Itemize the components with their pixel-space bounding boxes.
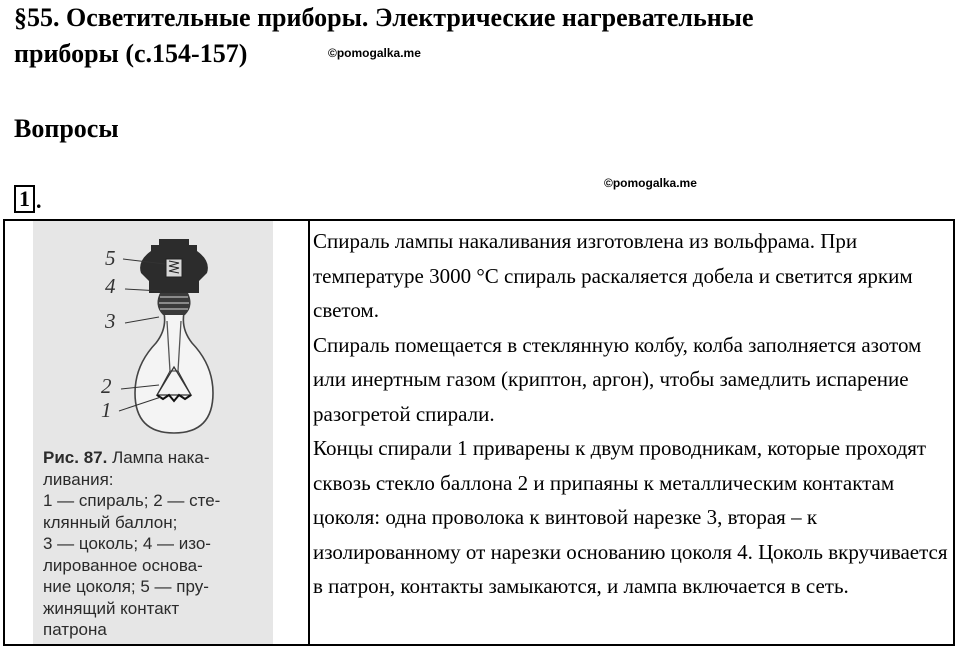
- caption-line: 3 — цоколь; 4 — изо-: [43, 534, 211, 553]
- glass-bulb-shape: [135, 313, 213, 433]
- table-divider: [308, 221, 310, 644]
- answer-paragraph-1: Спираль лампы накаливания изготовлена из вольфрама. При температуре 3000 °С спираль раскаляется добела и светится ярким светом.: [313, 229, 913, 322]
- callout-2: 2: [101, 374, 112, 398]
- answer-text: [313, 224, 953, 604]
- caption-label: Рис. 87.: [43, 448, 108, 467]
- lamp-figure: [33, 221, 273, 644]
- callout-5: 5: [105, 246, 116, 270]
- incandescent-lamp-illustration: [33, 221, 273, 451]
- page-title-line-1: §55. Осветительные приборы. Электрические нагревательные: [14, 3, 754, 32]
- caption-line: патрона: [43, 620, 107, 639]
- caption-line: ливания:: [43, 469, 114, 489]
- caption-line: клянный баллон;: [43, 512, 178, 532]
- section-heading: Вопросы: [14, 114, 119, 143]
- watermark-section: ©pomogalka.me: [604, 176, 697, 190]
- caption-line: ние цоколя; 5 — пру-: [43, 577, 209, 596]
- caption-line: 1 — спираль; 2 — сте-: [43, 491, 221, 510]
- page-title-line-2: приборы (с.154-157): [14, 39, 248, 68]
- caption-line: Лампа нака-: [112, 448, 210, 467]
- callout-1: 1: [101, 398, 112, 422]
- answer-paragraph-3: Концы спирали 1 приварены к двум проводникам, которые проходят сквозь стекло баллона 2 и припаяны к металлическим контактам цоколя: одна проволока к винтовой нарезке 3, вторая – к изолированному от нарезки основанию цоколя 4. Цоколь вкручивается в патрон, контакты замыкаются, и лампа включается в сеть.: [313, 436, 948, 598]
- page-title: [14, 0, 914, 72]
- caption-line: лированное основа-: [43, 555, 203, 575]
- answer-paragraph-2: Спираль помещается в стеклянную колбу, колба заполняется азотом или инертным газом (криптон, аргон), чтобы замедлить испарение разогретой спирали.: [313, 332, 922, 426]
- figure-caption: [43, 447, 271, 641]
- callout-4: 4: [105, 274, 116, 298]
- question-number-box: 1: [14, 185, 35, 213]
- caption-line: жинящий контакт: [43, 598, 180, 618]
- question-number-dot: .: [36, 188, 42, 213]
- callout-3: 3: [105, 309, 116, 333]
- watermark-top: ©pomogalka.me: [328, 46, 421, 60]
- question-number: [14, 185, 42, 213]
